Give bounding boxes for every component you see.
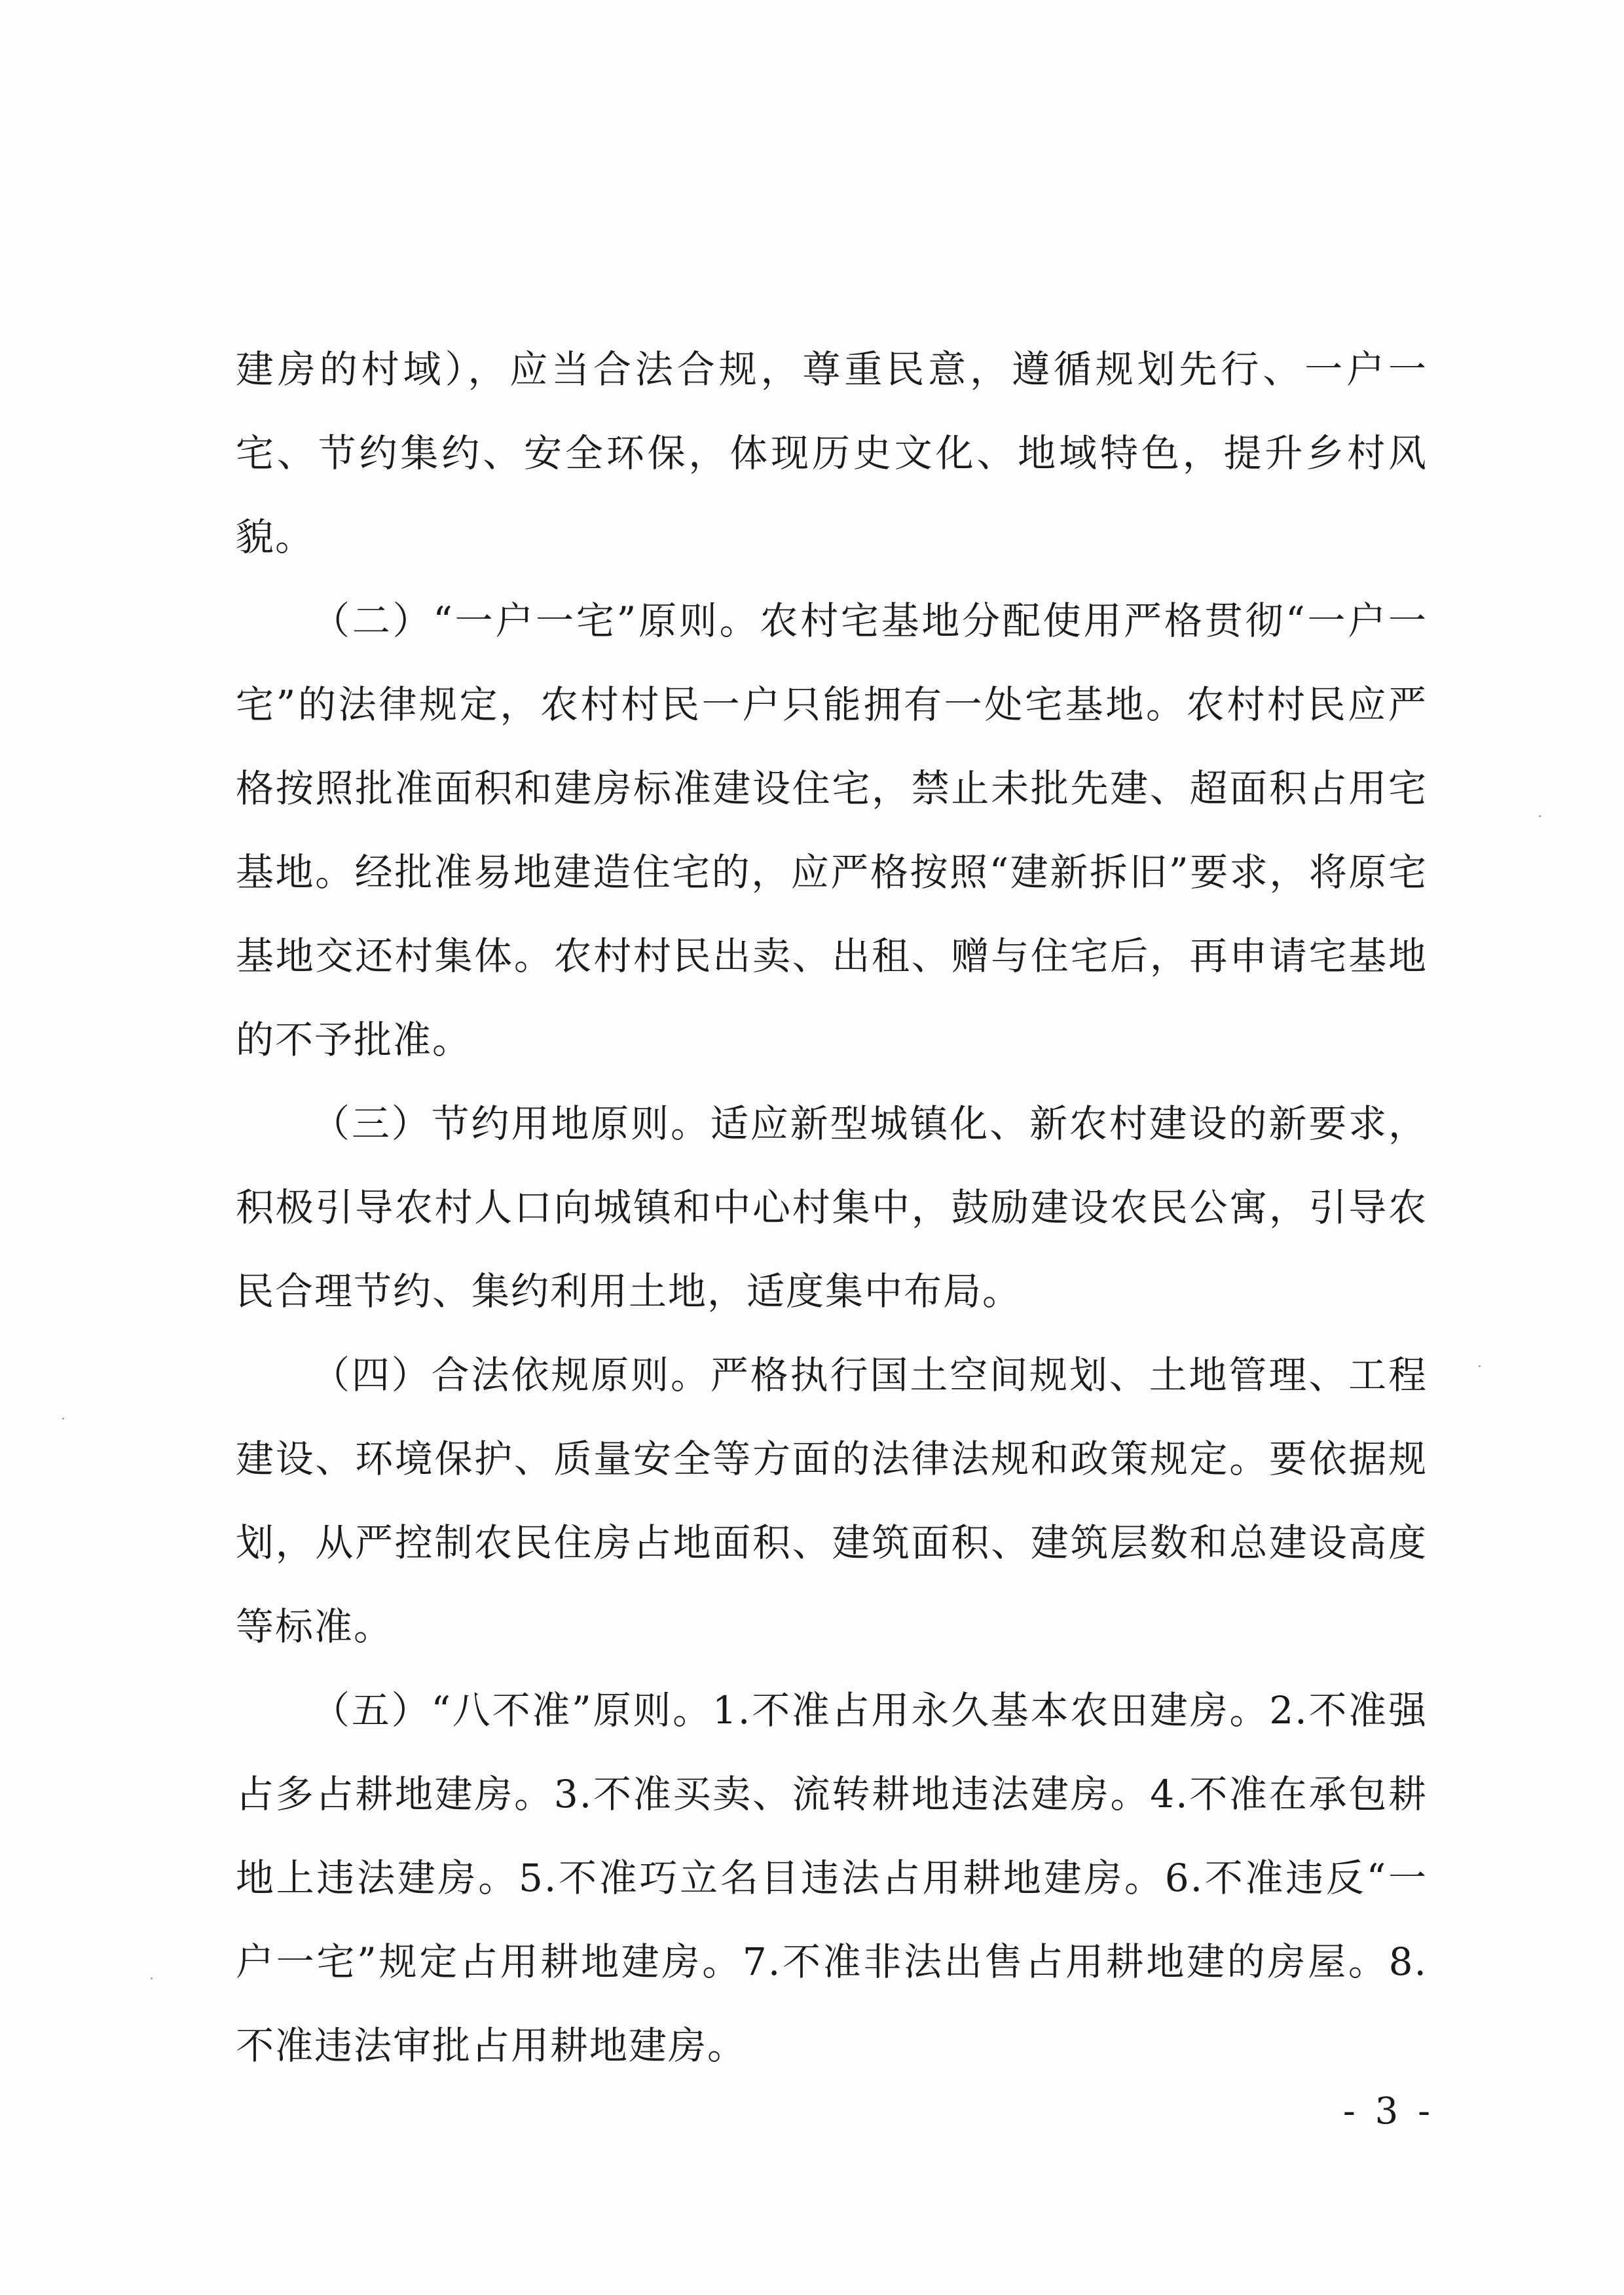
body-text <box>236 327 1428 2087</box>
section-heading-3: （三）节约用地原则。 <box>312 1101 710 1146</box>
paragraph-legal-compliance <box>236 1333 1428 1668</box>
page-number: - 3 - <box>1342 2090 1434 2133</box>
scan-speck <box>1479 1365 1481 1367</box>
section-heading-4: （四）合法依规原则。 <box>312 1353 710 1397</box>
paragraph-one-household-one-house <box>236 579 1428 1082</box>
paragraph-text: 适应新型城镇化、新农村建设的新要求，积极引导农村人口向城镇和中心村集中，鼓励建设农民公寓，引导农民合理节约、集约利用土地，适度集中布局。 <box>236 1101 1428 1313</box>
scan-speck <box>1539 815 1541 817</box>
scan-speck <box>151 1977 153 1979</box>
paragraph-text: 建房的村域），应当合法合规，尊重民意，遵循规划先行、一户一宅、节约集约、安全环保，体现历史文化、地域特色，提升乡村风貌。 <box>236 347 1428 559</box>
scan-speck <box>62 1418 64 1420</box>
paragraph-continuation <box>236 327 1428 579</box>
paragraph-eight-prohibitions <box>236 1668 1428 2087</box>
section-heading-5: （五）“八不准”原则。 <box>312 1688 712 1733</box>
paragraph-text: 农村宅基地分配使用严格贯彻“一户一宅”的法律规定，农村村民一户只能拥有一处宅基地。农村村民应严格按照批准面积和建房标准建设住宅，禁止未批先建、超面积占用宅基地。经批准易地建造住宅的，应严格按照“建新拆旧”要求，将原宅基地交还村集体。农村村民出卖、出租、赠与住宅后，再申请宅基地的不予批准。 <box>236 598 1428 1062</box>
paragraph-land-saving <box>236 1082 1428 1333</box>
section-heading-2: （二）“一户一宅”原则。 <box>312 598 760 643</box>
paragraph-text: 严格执行国土空间规划、土地管理、工程建设、环境保护、质量安全等方面的法律法规和政策规定。要依据规划，从严控制农民住房占地面积、建筑面积、建筑层数和总建设高度等标准。 <box>236 1353 1428 1649</box>
paragraph-text: 1.不准占用永久基本农田建房。2.不准强占多占耕地建房。3.不准买卖、流转耕地违法建房。4.不准在承包耕地上违法建房。5.不准巧立名目违法占用耕地建房。6.不准违反“一户一宅”规定占用耕地建房。7.不准非法出售占用耕地建的房屋。8.不准违法审批占用耕地建房。 <box>236 1688 1428 2068</box>
